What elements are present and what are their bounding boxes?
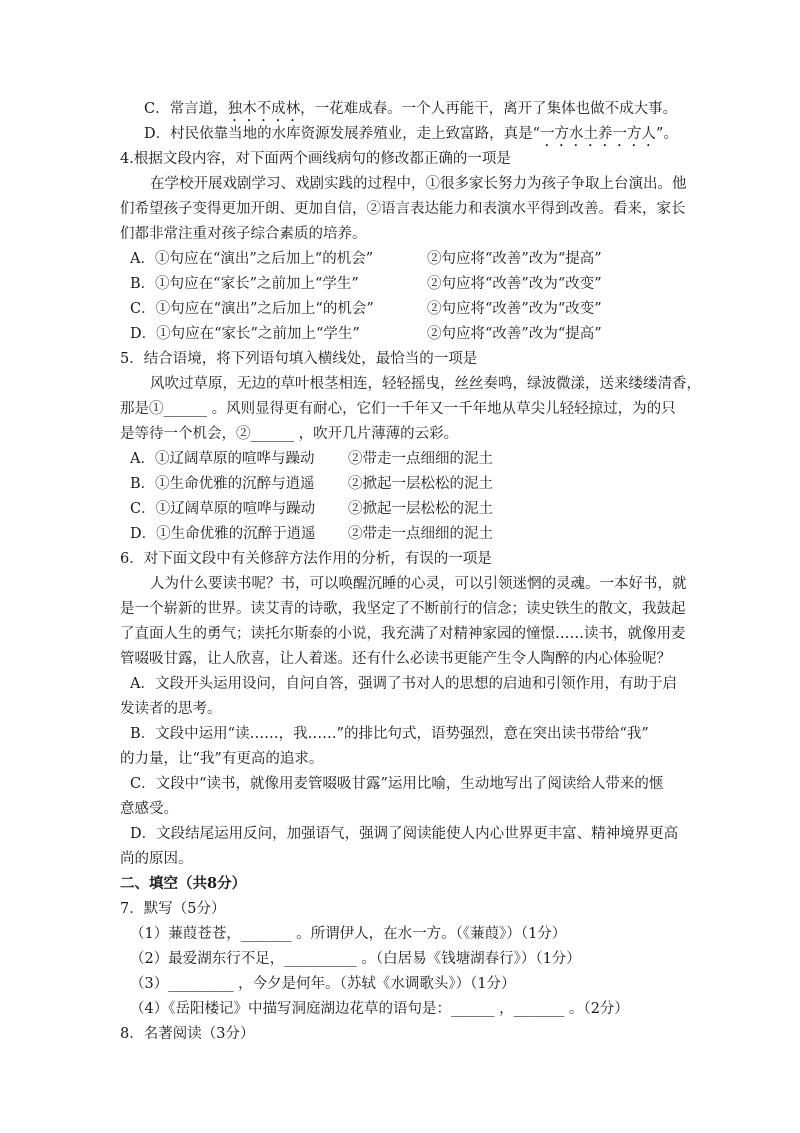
question-4-option-d-2: ②句应将“改善”改为“提高” [427,326,602,342]
question-7-item-4: （4）《岳阳楼记》中描写洞庭湖边花草的语句是：______ ，_______ 。（2分） [130,1001,629,1017]
question-6-option-d: D．文段结尾运用反问，加强语气，强调了阅读能使人内心世界更丰富、精神境界更高 [130,826,679,842]
question-4-stem: 4.根据文段内容，对下面两个画线病句的修改都正确的一项是 [120,151,511,167]
question-5-option-b: B．①生命优雅的沉醉与逍遥 [130,476,315,492]
question-7-item-3: （3）_________ ，今夕是何年。（苏轼《水调歌头》）（1分） [130,976,516,992]
question-5-option-a-2: ②带走一点细细的泥土 [348,451,493,467]
question-5-passage-2: 那是①______ 。风则显得更有耐心，它们一千年又一千年地从草尖儿轻轻掠过，为的只 [120,401,676,417]
dotted-phrase-1: 独木不成林 [227,101,301,117]
section-2-heading: 二、填空（共8分） [120,875,247,892]
question-4-option-b-2: ②句应将“改善”改为“改变” [427,276,602,292]
question-6-passage-4: 管啜吸甘露，让人欣喜，让人着迷。还有什么必读书更能产生令人陶醉的内心体验呢？ [120,651,671,667]
option-d-suffix: ”。 [656,126,678,142]
question-7-item-2: （2）最爱湖东行不足，__________ 。（白居易《钱塘湖春行》）（1分） [130,951,581,967]
question-5-option-c-2: ②掀起一层松松的泥土 [348,501,493,517]
question-5-passage-1: 风吹过草原，无边的草叶根茎相连，轻轻摇曳，丝丝奏鸣，绿波微漾，送来缕缕清香， [150,376,701,392]
question-6-passage-2: 是一个崭新的世界。读艾青的诗歌，我坚定了不断前行的信念；读史铁生的散文，我鼓起 [120,601,686,617]
question-6-stem: 6．对下面文段中有关修辞方法作用的分析，有误的一项是 [120,551,492,567]
option-d-line [144,125,678,150]
question-6-option-c: C．文段中“读书，就像用麦管啜吸甘露”运用比喻，生动地写出了阅读给人带来的惬 [130,776,664,792]
question-4-passage-3: 们都非常注重对孩子综合素质的培养。 [120,226,367,242]
question-5-option-c: C．①辽阔草原的喧哗与躁动 [130,501,316,517]
option-c-suffix: ，一花难成春。一个人再能干，离开了集体也做不成大事。 [300,101,678,117]
question-6-passage-1: 人为什么要读书呢？书，可以唤醒沉睡的心灵，可以引领迷惘的灵魂。一本好书，就 [150,576,687,592]
question-5-passage-3: 是等待一个机会，②______ ，吹开几片薄薄的云彩。 [120,426,459,442]
question-6-option-d-cont: 尚的原因。 [120,851,193,867]
question-6-passage-3: 了直面人生的勇气；读托尔斯泰的小说，我充满了对精神家园的憧憬……读书，就像用麦 [120,626,686,642]
question-6-option-b-cont: 的力量，让“我”有更高的追求。 [120,751,324,767]
question-6-option-a-cont: 发读者的思考。 [120,701,222,717]
option-c-prefix: C．常言道， [144,101,228,117]
question-6-option-c-cont: 意感受。 [120,801,178,817]
question-7-stem: 7．默写（5分） [120,901,226,917]
question-8-stem: 8．名著阅读（3分） [120,1026,255,1042]
question-5-option-d: D．①生命优雅的沉醉于逍遥 [130,526,316,542]
question-5-option-a: A．①辽阔草原的喧哗与躁动 [130,451,315,467]
question-5-stem: 5．结合语境，将下列语句填入横线处，最恰当的一项是 [120,351,478,367]
option-c-line [144,100,677,125]
question-4-option-c: C．①句应在“演出”之后加上“的机会” [130,301,374,317]
question-6-option-a: A．文段开头运用设问，自问自答，强调了书对人的思想的启迪和引领作用，有助于启 [130,676,677,692]
question-7-item-1: （1）蒹葭苍苍，_______ 。所谓伊人，在水一方。（《蒹葭》）（1分） [130,926,567,942]
question-4-option-b: B．①句应在“家长”之前加上“学生” [130,276,359,292]
question-5-option-b-2: ②掀起一层松松的泥土 [348,476,493,492]
question-4-passage-2: 们希望孩子变得更加开朗、更加自信，②语言表达能力和表演水平得到改善。看来，家长 [120,201,686,217]
question-4-option-c-2: ②句应将“改善”改为“改变” [427,301,602,317]
question-4-passage-1: 在学校开展戏剧学习、戏剧实践的过程中，①很多家长努力为孩子争取上台演出。他 [150,176,687,192]
question-4-option-a-2: ②句应将“改善”改为“提高” [427,251,602,267]
question-4-option-d: D．①句应在“家长”之前加上“学生” [130,326,360,342]
question-5-option-d-2: ②带走一点细细的泥土 [348,526,493,542]
question-6-option-b: B．文段中运用“读……，我……”的排比句式，语势强烈，意在突出读书带给“我” [130,726,649,742]
option-d-prefix: D．村民依靠当地的水库资源发展养殖业，走上致富路，真是“ [144,126,541,142]
dotted-phrase-2: 一方水土养一方人 [540,126,657,142]
question-4-option-a: A．①句应在“演出”之后加上“的机会” [130,251,374,267]
